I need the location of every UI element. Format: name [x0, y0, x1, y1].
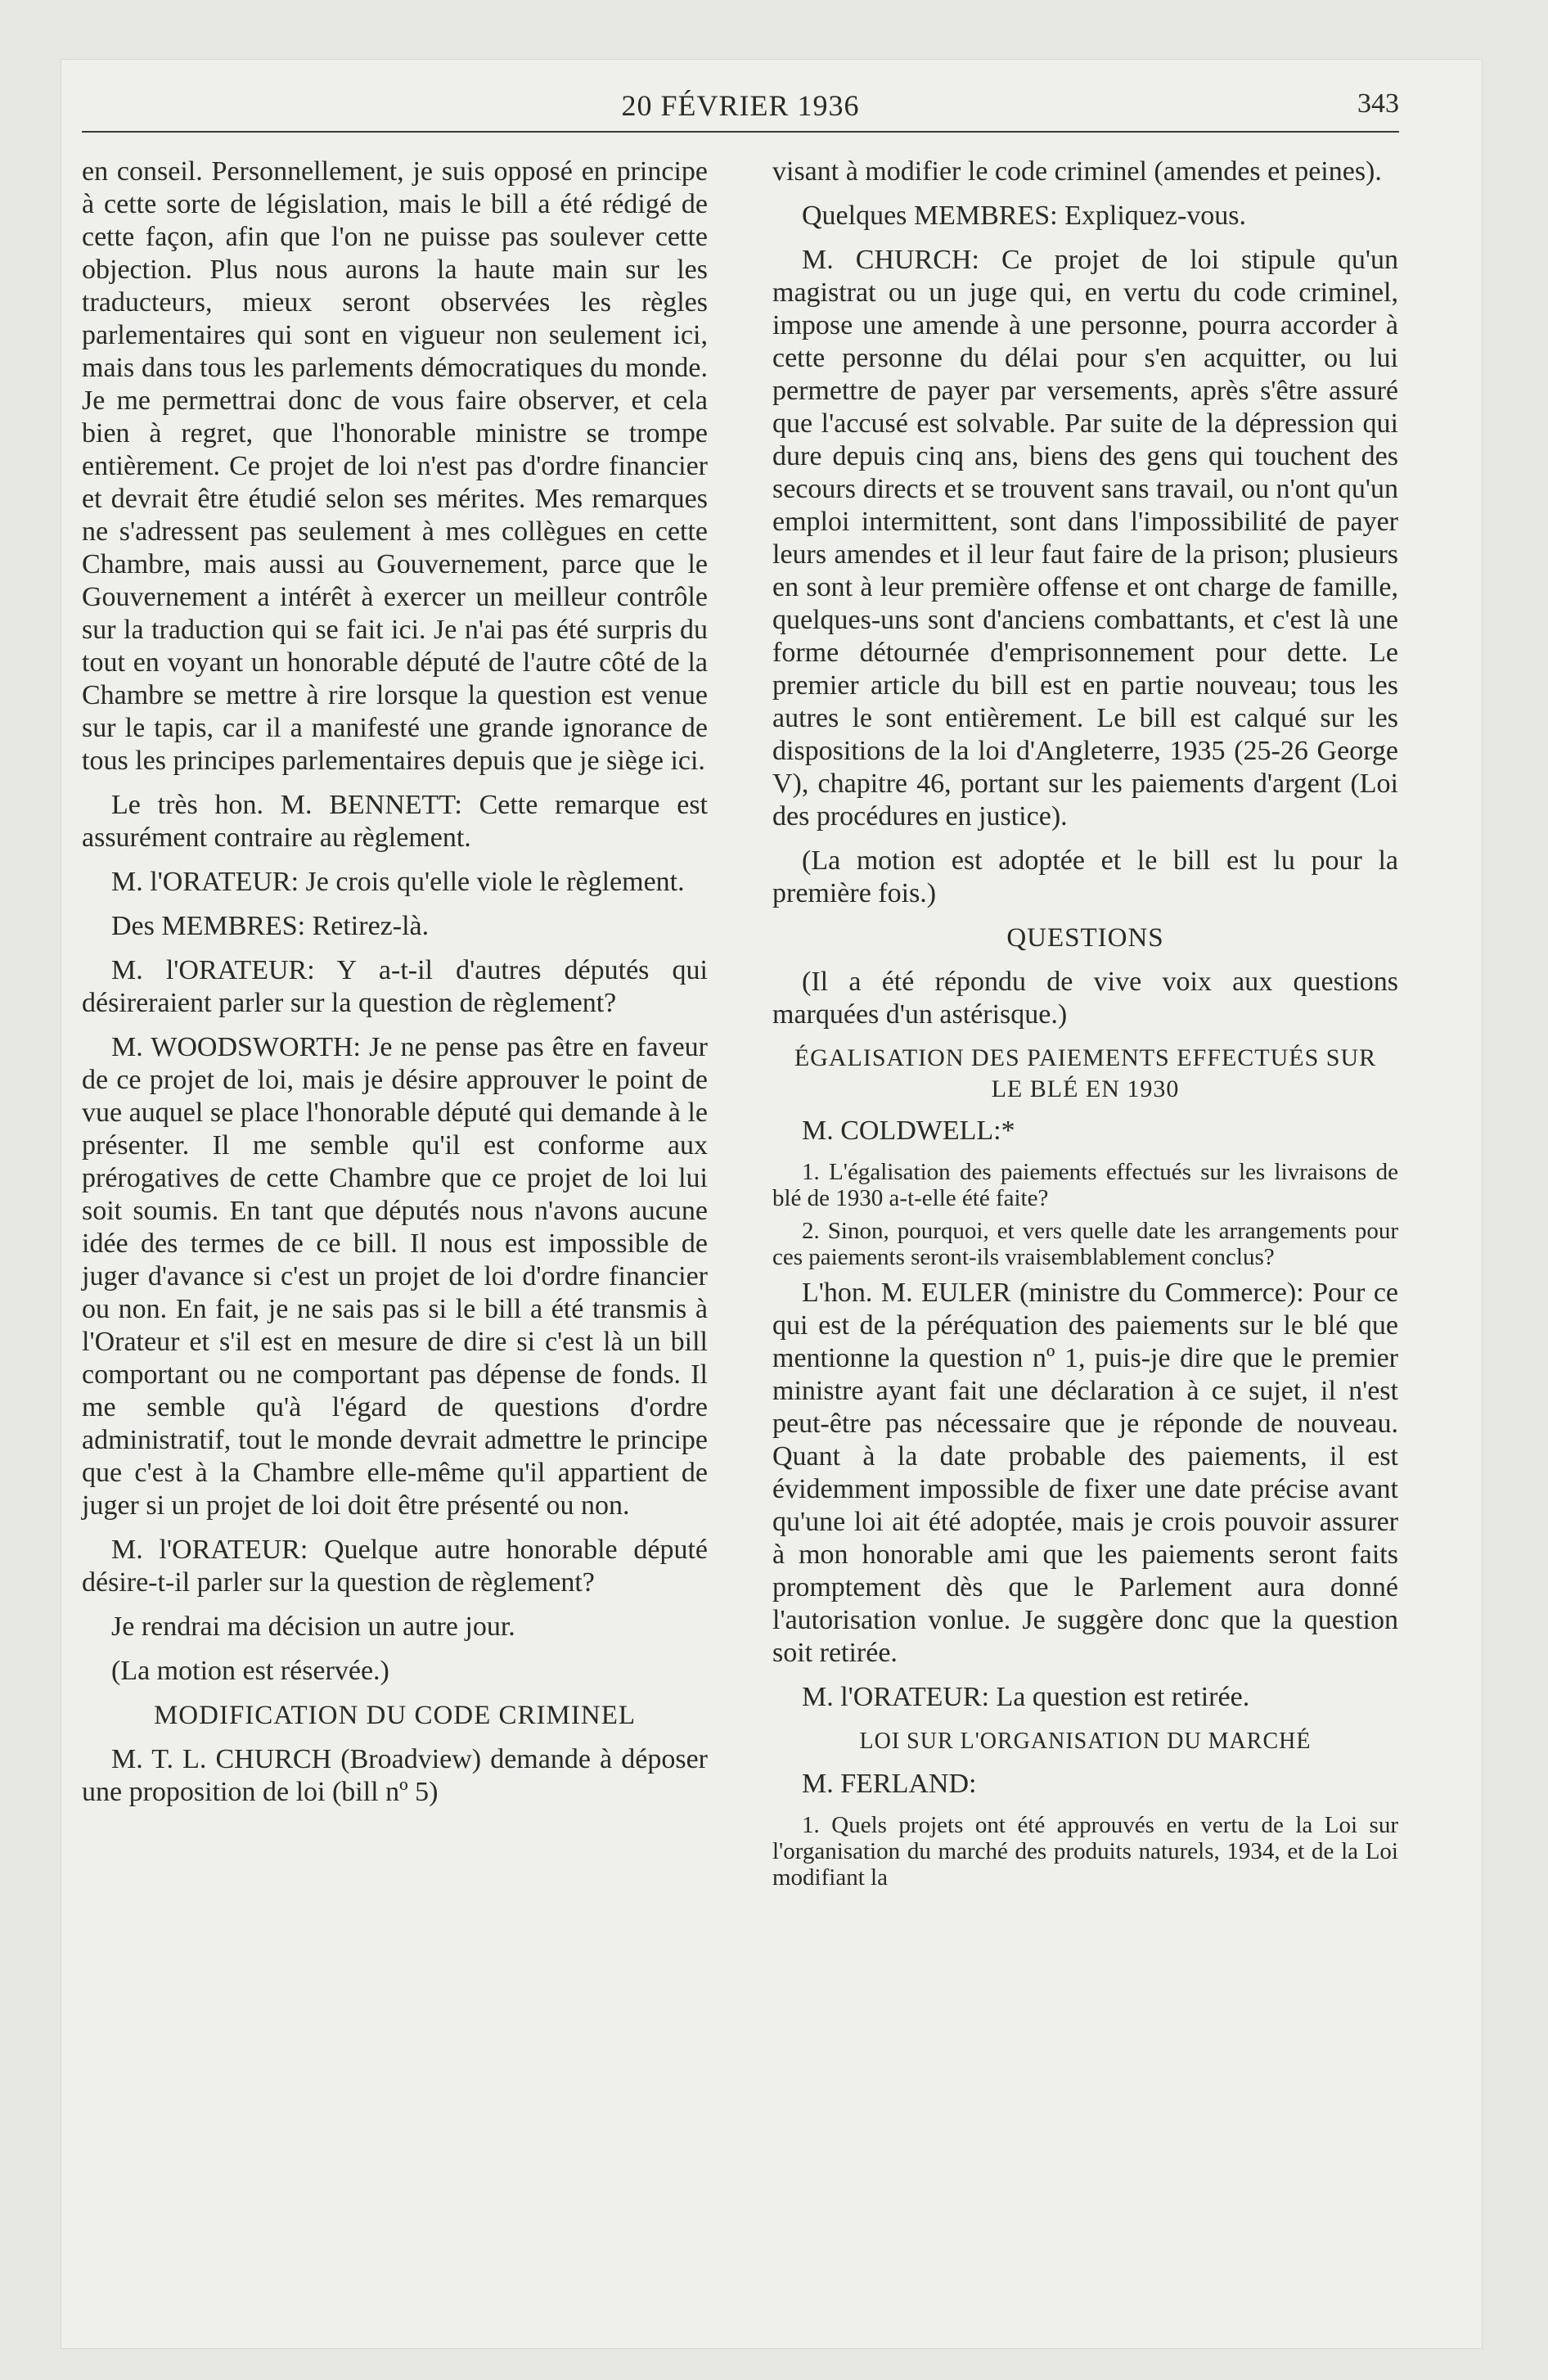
- paragraph: M. l'ORATEUR: Y a-t-il d'autres députés qui désireraient parler sur la question de règlement?: [82, 955, 708, 1018]
- paragraph: L'hon. M. EULER (ministre du Commerce): Pour ce qui est de la péréquation des paiements sur le blé que mentionne la question nº 1, puis-je dire que le premier ministre ayant fait une déclaration à ce sujet, il n'est peut-être pas nécessaire que je réponde de nouveau. Quant à la date probable des paiements, il est évidemment impossible de fixer une date précise avant qu'une loi ait été adoptée, mais je crois pouvoir assurer à mon honorable ami que les paiements seront faits promptement dès que le Parlement aura donné l'autorisation vonlue. Je suggère donc que la question soit retirée.: [772, 1278, 1398, 1668]
- header-title: 20 FÉVRIER 1936: [621, 89, 860, 122]
- question-item: 2. Sinon, pourquoi, et vers quelle date les arrangements pour ces paiements seront-ils vraisemblablement conclus?: [772, 1218, 1398, 1270]
- paragraph: Des MEMBRES: Retirez-là.: [111, 911, 430, 941]
- paragraph: en conseil. Personnellement, je suis opposé en principe à cette sorte de législation, mais le bill a été rédigé de cette façon, afin que l'on ne puisse pas soulever cette objection. Plus nous aurons la haute main sur les traducteurs, mieux seront observées les règles parlementaires qui sont en vigueur non seulement ici, mais dans tous les parlements démocratiques du monde. Je me permettrai donc de vous faire observer, et cela bien à regret, que l'honorable ministre se trompe entièrement. Ce projet de loi n'est pas d'ordre financier et devrait être étudié selon ses mérites. Mes remarques ne s'adressent pas seulement à mes collègues en cette Chambre, mais aussi au Gouvernement, parce que le Gouvernement a intérêt à exercer un meilleur contrôle sur la traduction qui se fait ici. Je n'ai pas été surpris du tout en voyant un honorable député de l'autre côté de la Chambre se mettre à rire lorsque la question est venue sur le tapis, car il a manifesté une grande ignorance de tous les principes parlementaires depuis que je siège ici.: [82, 156, 708, 776]
- paragraph: M. COLDWELL:*: [802, 1116, 1015, 1146]
- subsection-heading: LOI SUR L'ORGANISATION DU MARCHÉ: [859, 1729, 1312, 1754]
- subsection-heading: [772, 1043, 1398, 1105]
- paragraph: (Il a été répondu de vive voix aux questions marquées d'un astérisque.): [772, 967, 1398, 1030]
- paragraph: M. l'ORATEUR: Je crois qu'elle viole le règlement.: [111, 867, 685, 897]
- paragraph: Le très hon. M. BENNETT: Cette remarque est assurément contraire au règlement.: [82, 790, 708, 853]
- paragraph: M. WOODSWORTH: Je ne pense pas être en faveur de ce projet de loi, mais je désire approuver le point de vue auquel se place l'honorable député qui demande à le présenter. Il me semble qu'il est conforme aux prérogatives de cette Chambre que ce projet de loi lui soit soumis. En tant que députés nous n'avons aucune idée des termes de ce bill. Il nous est impossible de juger d'avance si c'est un projet de loi d'ordre financier ou non. En fait, je ne sais pas si le bill a été transmis à l'Orateur et s'il est en mesure de dire si c'est là un bill comportant ou ne comportant pas dépense de fonds. Il me semble qu'à l'égard de questions d'ordre administratif, tout le monde devrait admettre le principe que c'est à la Chambre elle-même qu'il appartient de juger si un projet de loi doit être présenté ou non.: [82, 1032, 708, 1521]
- question-item: 1. L'égalisation des paiements effectués sur les livraisons de blé de 1930 a-t-elle été faite?: [772, 1159, 1398, 1211]
- page-number: 343: [1357, 88, 1399, 119]
- paragraph: (La motion est réservée.): [111, 1656, 389, 1686]
- left-column: [82, 156, 708, 1820]
- paragraph: visant à modifier le code criminel (amendes et peines).: [772, 156, 1382, 187]
- paragraph: Quelques MEMBRES: Expliquez-vous.: [802, 201, 1247, 231]
- right-column: [772, 156, 1398, 1897]
- paragraph: M. FERLAND:: [802, 1769, 977, 1799]
- question-item: 1. Quels projets ont été approuvés en vertu de la Loi sur l'organisation du marché des produits naturels, 1934, et de la Loi modifiant la: [772, 1812, 1398, 1891]
- paragraph: M. T. L. CHURCH (Broadview) demande à déposer une proposition de loi (bill nº 5): [82, 1744, 708, 1807]
- paragraph: M. l'ORATEUR: Quelque autre honorable député désire-t-il parler sur la question de règlement?: [82, 1535, 708, 1598]
- header-rule: [82, 131, 1399, 133]
- paragraph: M. CHURCH: Ce projet de loi stipule qu'un magistrat ou un juge qui, en vertu du code criminel, impose une amende à une personne, pourra accorder à cette personne du délai pour s'en acquitter, ou lui permettre de payer par versements, après s'être assuré que l'accusé est solvable. Par suite de la dépression qui dure depuis cinq ans, biens des gens qui touchent des secours directs et se trouvent sans travail, ou n'ont qu'un emploi intermittent, sont dans l'impossibilité de payer leurs amendes et il leur faut faire de la prison; plusieurs en sont à leur première offense et ont charge de famille, quelques-uns sont d'anciens combattants, et c'est là une forme détournée d'emprisonnement pour dette. Le premier article du bill est en partie nouveau; tous les autres le sont entièrement. Le bill est calqué sur les dispositions de la loi d'Angleterre, 1935 (25-26 George V), chapitre 46, portant sur les paiements d'argent (Loi des procédures en justice).: [772, 245, 1398, 832]
- section-heading: MODIFICATION DU CODE CRIMINEL: [153, 1701, 637, 1730]
- paragraph: M. l'ORATEUR: La question est retirée.: [802, 1682, 1250, 1712]
- subsection-heading-line: ÉGALISATION DES PAIEMENTS EFFECTUÉS SUR: [794, 1044, 1377, 1071]
- page-header: [82, 85, 1399, 126]
- subsection-heading-line: LE BLÉ EN 1930: [991, 1075, 1180, 1102]
- section-heading: QUESTIONS: [1006, 923, 1164, 953]
- paragraph: (La motion est adoptée et le bill est lu pour la première fois.): [772, 845, 1398, 908]
- paragraph: Je rendrai ma décision un autre jour.: [111, 1611, 515, 1642]
